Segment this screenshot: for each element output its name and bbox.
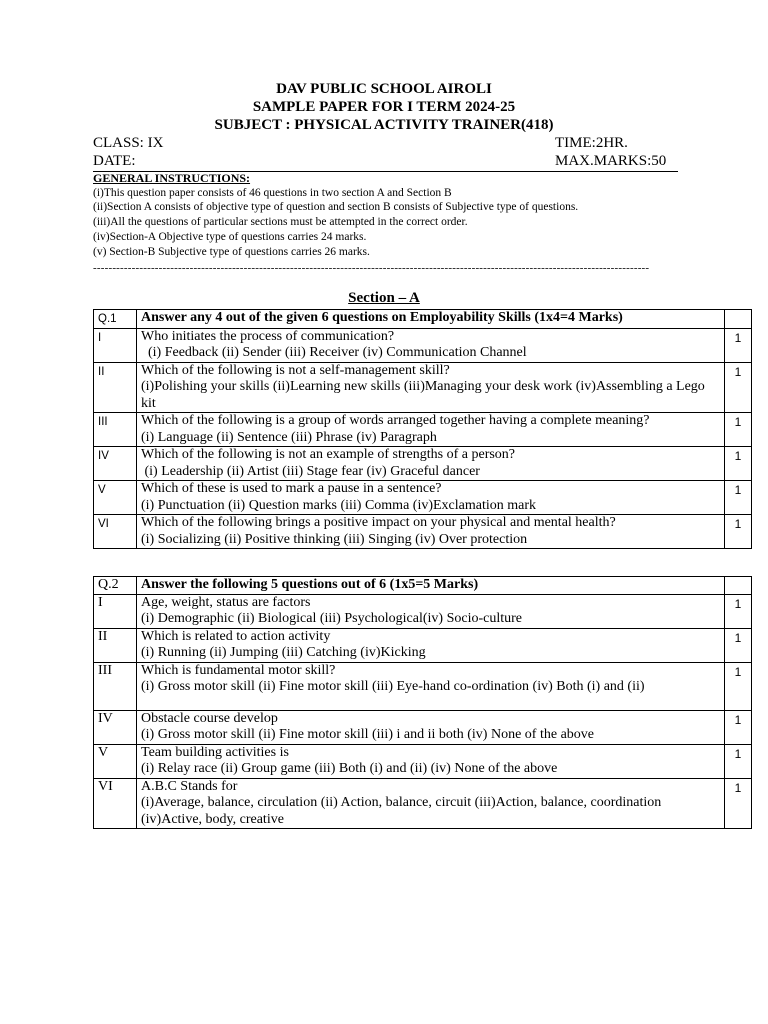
question-text: Which of the following is a group of words arranged together having a complete meaning? bbox=[141, 413, 650, 428]
question-cell bbox=[137, 710, 725, 744]
question-cell bbox=[137, 413, 725, 447]
instruction-item: (v) Section-B Subjective type of questions carries 26 marks. bbox=[93, 245, 370, 258]
max-marks-label: MAX.MARKS:50 bbox=[555, 153, 667, 169]
marks-cell: 1 bbox=[725, 481, 752, 515]
question-text: Which of the following brings a positive impact on your physical and mental health? bbox=[141, 515, 616, 530]
paper-title: SAMPLE PAPER FOR I TERM 2024-25 bbox=[252, 99, 516, 115]
marks-cell: 1 bbox=[725, 778, 752, 829]
subject-title: SUBJECT : PHYSICAL ACTIVITY TRAINER(418) bbox=[214, 117, 554, 133]
question-options: (i) Leadership (ii) Artist (iii) Stage fear (iv) Graceful dancer bbox=[141, 463, 480, 479]
question-options: (i) Socializing (ii) Positive thinking (iii) Singing (iv) Over protection bbox=[141, 531, 528, 547]
marks-cell: 1 bbox=[725, 413, 752, 447]
table-row bbox=[94, 778, 752, 829]
question-cell bbox=[137, 328, 725, 362]
table-row bbox=[94, 628, 752, 662]
question-options: (i) Running (ii) Jumping (iii) Catching (iv)Kicking bbox=[141, 645, 426, 660]
instruction-item: (i)This question paper consists of 46 questions in two section A and Section B bbox=[93, 186, 452, 199]
question-text: Obstacle course develop bbox=[141, 710, 278, 726]
general-instructions bbox=[93, 171, 578, 259]
marks-cell: 1 bbox=[725, 594, 752, 628]
marks-cell: 1 bbox=[725, 662, 752, 710]
question-title: Answer any 4 out of the given 6 questions on Employability Skills (1x4=4 Marks) bbox=[137, 310, 725, 329]
question-options: (i) Gross motor skill (ii) Fine motor skill (iii) Eye-hand co-ordination (iv) Both (i) and (ii) bbox=[141, 679, 645, 694]
question-text: Which is related to action activity bbox=[141, 628, 331, 644]
table-row bbox=[94, 328, 752, 362]
question-table-q2 bbox=[93, 576, 752, 829]
question-options: (i) Relay race (ii) Group game (iii) Both (i) and (ii) (iv) None of the above bbox=[141, 761, 558, 776]
question-options: (i) Language (ii) Sentence (iii) Phrase (iv) Paragraph bbox=[141, 429, 437, 445]
table-row bbox=[94, 710, 752, 744]
question-cell bbox=[137, 362, 725, 413]
question-title: Answer the following 5 questions out of 6 (1x5=5 Marks) bbox=[137, 577, 725, 595]
instruction-item: (iii)All the questions of particular sections must be attempted in the correct order. bbox=[93, 216, 468, 229]
question-options: (i)Polishing your skills (ii)Learning new skills (iii)Managing your desk work (iv)Assembling a Lego kit bbox=[141, 379, 705, 411]
marks-cell: 1 bbox=[725, 744, 752, 778]
sub-question-number: II bbox=[94, 628, 137, 662]
question-text: Who initiates the process of communication? bbox=[141, 328, 395, 344]
class-label: CLASS: IX bbox=[93, 135, 164, 151]
table-row bbox=[94, 594, 752, 628]
sub-question-number: V bbox=[94, 481, 137, 515]
question-text: A.B.C Stands for bbox=[141, 778, 238, 794]
marks-cell: 1 bbox=[725, 710, 752, 744]
school-name: DAV PUBLIC SCHOOL AIROLI bbox=[276, 81, 492, 97]
info-row-2 bbox=[93, 153, 678, 171]
marks-cell: 1 bbox=[725, 447, 752, 481]
sub-question-number: IV bbox=[94, 710, 137, 744]
sub-question-number: VI bbox=[94, 778, 137, 829]
instruction-item: (ii)Section A consists of objective type of question and section B consists of Subjective type of questions. bbox=[93, 201, 579, 214]
question-cell bbox=[137, 594, 725, 628]
question-number: Q.2 bbox=[94, 577, 137, 595]
table-row bbox=[94, 744, 752, 778]
dashed-separator: ------------------------------------------------------------------------------------------------------------------------------------------------ bbox=[93, 262, 650, 274]
question-text: Which of the following is not a self-management skill? bbox=[141, 362, 450, 378]
question-text: Which is fundamental motor skill? bbox=[141, 662, 336, 678]
date-label: DATE: bbox=[93, 153, 136, 169]
table-row bbox=[94, 515, 752, 549]
marks-cell: 1 bbox=[725, 628, 752, 662]
question-text: Age, weight, status are factors bbox=[141, 594, 311, 610]
question-cell bbox=[137, 447, 725, 481]
paper-header bbox=[0, 80, 768, 134]
marks-cell bbox=[725, 577, 752, 595]
question-options: (i) Gross motor skill (ii) Fine motor skill (iii) i and ii both (iv) None of the above bbox=[141, 727, 594, 742]
question-cell bbox=[137, 515, 725, 549]
question-number: Q.1 bbox=[94, 310, 137, 329]
table-header-row bbox=[94, 577, 752, 595]
question-options: (i)Average, balance, circulation (ii) Action, balance, circuit (iii)Action, balance, coordination (iv)Active, body, creative bbox=[141, 795, 662, 827]
question-cell bbox=[137, 481, 725, 515]
sub-question-number: V bbox=[94, 744, 137, 778]
sub-question-number: I bbox=[94, 594, 137, 628]
marks-cell: 1 bbox=[725, 362, 752, 413]
sub-question-number: III bbox=[94, 662, 137, 710]
instructions-heading: GENERAL INSTRUCTIONS: bbox=[93, 171, 251, 185]
table-row bbox=[94, 481, 752, 515]
sub-question-number: III bbox=[94, 413, 137, 447]
instruction-item: (iv)Section-A Objective type of questions carries 24 marks. bbox=[93, 230, 367, 243]
question-options: (i) Feedback (ii) Sender (iii) Receiver (iv) Communication Channel bbox=[141, 345, 527, 360]
question-options: (i) Punctuation (ii) Question marks (iii) Comma (iv)Exclamation mark bbox=[141, 497, 537, 513]
question-text: Which of these is used to mark a pause in a sentence? bbox=[141, 481, 442, 496]
section-a-title: Section – A bbox=[348, 290, 420, 306]
question-cell bbox=[137, 778, 725, 829]
table-row bbox=[94, 413, 752, 447]
sub-question-number: IV bbox=[94, 447, 137, 481]
question-options: (i) Demographic (ii) Biological (iii) Psychological(iv) Socio-culture bbox=[141, 611, 523, 626]
question-text: Team building activities is bbox=[141, 744, 289, 760]
question-table-q1 bbox=[93, 309, 752, 549]
question-text: Which of the following is not an example of strengths of a person? bbox=[141, 447, 516, 462]
marks-cell: 1 bbox=[725, 515, 752, 549]
sub-question-number: VI bbox=[94, 515, 137, 549]
marks-cell: 1 bbox=[725, 328, 752, 362]
table-row bbox=[94, 662, 752, 710]
question-cell bbox=[137, 662, 725, 710]
table-row bbox=[94, 362, 752, 413]
info-row-1 bbox=[93, 135, 678, 153]
question-cell bbox=[137, 744, 725, 778]
sub-question-number: II bbox=[94, 362, 137, 413]
time-label: TIME:2HR. bbox=[555, 135, 628, 151]
question-cell bbox=[137, 628, 725, 662]
marks-cell bbox=[725, 310, 752, 329]
table-header-row bbox=[94, 310, 752, 329]
table-row bbox=[94, 447, 752, 481]
sub-question-number: I bbox=[94, 328, 137, 362]
